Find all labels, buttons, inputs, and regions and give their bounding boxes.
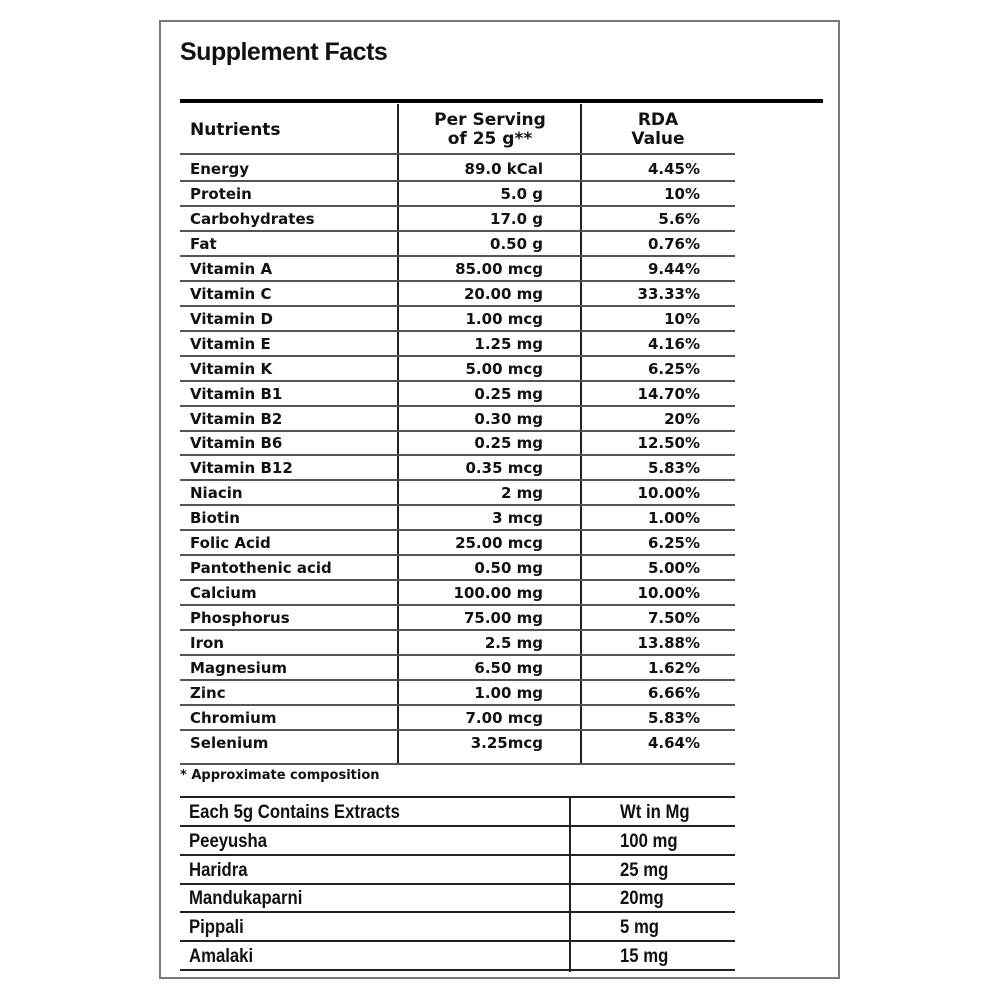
nutrient-name: Vitamin D xyxy=(190,309,273,328)
nutrient-serving: 25.00 mcg xyxy=(455,534,543,553)
table-row xyxy=(180,157,735,182)
nutrient-name: Vitamin A xyxy=(190,259,273,278)
nutrient-name: Vitamin B6 xyxy=(190,434,283,453)
nutrient-rda: 4.45% xyxy=(647,160,700,178)
nutrient-name: Vitamin E xyxy=(190,334,271,353)
extract-row-rule xyxy=(180,911,735,913)
extracts-header-name: Each 5g Contains Extracts xyxy=(189,802,400,823)
table-row xyxy=(180,182,735,207)
extract-name: Mandukaparni xyxy=(189,888,303,910)
header-rda-line1: RDA xyxy=(637,110,679,130)
extract-row-rule xyxy=(180,883,735,885)
nutrient-serving: 0.50 mg xyxy=(474,559,543,578)
header-per-serving xyxy=(400,111,580,149)
nutrient-name: Carbohydrates xyxy=(190,209,315,228)
nutrient-serving: 2 mg xyxy=(500,484,543,503)
nutrient-rda: 5.83% xyxy=(647,708,700,727)
nutrient-rda: 5.6% xyxy=(658,209,700,228)
extract-wt: 20mg xyxy=(620,888,664,910)
extract-wt: 15 mg xyxy=(620,945,669,967)
nutrient-name: Magnesium xyxy=(190,659,288,677)
nutrient-rda: 7.50% xyxy=(647,609,700,628)
nutrient-rda: 5.00% xyxy=(647,559,700,578)
nutrient-name: Vitamin B12 xyxy=(190,459,293,478)
nutrient-name: Fat xyxy=(190,234,217,253)
nutrient-rda: 1.62% xyxy=(647,659,700,677)
nutrient-rda: 4.16% xyxy=(647,334,700,353)
table-row xyxy=(180,207,735,232)
nutrient-name: Zinc xyxy=(190,683,226,702)
nutrient-rda: 9.44% xyxy=(647,259,700,278)
table-row xyxy=(180,382,735,407)
table-row xyxy=(180,606,735,631)
nutrient-serving: 20.00 mg xyxy=(463,284,543,303)
nutrient-rda: 12.50% xyxy=(637,434,700,453)
nutrient-serving: 0.35 mcg xyxy=(465,459,543,478)
extract-row xyxy=(180,943,735,971)
nutrient-name: Chromium xyxy=(190,708,277,727)
extract-wt: 100 mg xyxy=(620,831,678,852)
table-row xyxy=(180,232,735,257)
nutrient-serving: 1.00 mcg xyxy=(465,309,543,328)
nutrient-serving: 3 mcg xyxy=(492,509,543,528)
table-row xyxy=(180,706,735,731)
footnote: * Approximate composition xyxy=(180,768,380,783)
nutrient-serving: 17.0 g xyxy=(490,209,543,228)
nutrient-rda: 5.83% xyxy=(647,459,700,478)
nutrient-name: Vitamin B1 xyxy=(190,384,283,403)
table-row xyxy=(180,307,735,332)
nutrient-name: Pantothenic acid xyxy=(190,559,332,578)
nutrient-rda: 13.88% xyxy=(637,634,700,653)
nutrient-rda: 4.64% xyxy=(647,733,700,752)
extract-row-rule xyxy=(180,854,735,856)
nutrient-serving: 0.50 g xyxy=(490,234,543,253)
nutrient-rda: 33.33% xyxy=(637,284,700,303)
nutrient-name: Vitamin K xyxy=(190,359,273,378)
extract-name: Amalaki xyxy=(189,945,254,967)
table-row xyxy=(180,531,735,556)
nutrient-rda: 20% xyxy=(664,409,700,428)
nutrient-name: Vitamin B2 xyxy=(190,409,283,428)
nutrient-serving: 89.0 kCal xyxy=(464,160,543,178)
nutrient-name: Energy xyxy=(190,160,250,178)
extracts-header-wt: Wt in Mg xyxy=(620,802,690,823)
table-row xyxy=(180,257,735,282)
nutrient-name: Calcium xyxy=(190,584,257,603)
nutrient-name: Vitamin C xyxy=(190,284,272,303)
table-row xyxy=(180,506,735,531)
header-rda-line2: Value xyxy=(631,129,685,149)
table-row xyxy=(180,332,735,357)
nutrient-serving: 5.00 mcg xyxy=(465,359,543,378)
nutrient-serving: 100.00 mg xyxy=(453,584,543,603)
header-nutrients: Nutrients xyxy=(190,120,281,140)
table-row xyxy=(180,481,735,506)
extract-wt: 5 mg xyxy=(620,917,660,939)
extract-row xyxy=(180,914,735,942)
table-row xyxy=(180,631,735,656)
nutrient-rda: 6.25% xyxy=(647,359,700,378)
nutrient-rda: 10.00% xyxy=(637,584,700,603)
nutrient-serving: 0.25 mg xyxy=(474,384,543,403)
table-row xyxy=(180,556,735,581)
table-row xyxy=(180,731,735,756)
extract-row xyxy=(180,857,735,885)
table-row xyxy=(180,456,735,481)
table-row xyxy=(180,656,735,681)
table-row xyxy=(180,431,735,456)
extract-row-rule xyxy=(180,940,735,942)
table-row xyxy=(180,407,735,432)
nutrient-serving: 1.25 mg xyxy=(474,334,543,353)
nutrient-serving: 85.00 mcg xyxy=(455,259,543,278)
extracts-top-rule xyxy=(180,796,735,798)
table-row xyxy=(180,282,735,307)
nutrient-serving: 75.00 mg xyxy=(463,609,543,628)
nutrient-name: Niacin xyxy=(190,484,243,503)
nutrient-serving: 2.5 mg xyxy=(484,634,543,653)
header-rule xyxy=(180,153,735,155)
extracts-header-row xyxy=(180,799,735,827)
nutrient-rda: 10.00% xyxy=(637,484,700,503)
extract-name: Haridra xyxy=(189,859,248,881)
header-per-serving-line2: of 25 g** xyxy=(447,129,533,149)
table-bottom-rule xyxy=(180,763,735,765)
title-rule xyxy=(180,99,823,103)
table-row xyxy=(180,681,735,706)
table-row xyxy=(180,357,735,382)
nutrient-serving: 3.25mcg xyxy=(470,733,543,752)
nutrient-rda: 6.25% xyxy=(647,534,700,553)
extract-name: Pippali xyxy=(189,917,244,939)
nutrient-serving: 0.25 mg xyxy=(474,434,543,453)
extract-row xyxy=(180,885,735,913)
extract-row xyxy=(180,828,735,856)
table-row xyxy=(180,581,735,606)
nutrient-name: Iron xyxy=(190,634,224,653)
nutrient-serving: 6.50 mg xyxy=(474,659,543,677)
nutrient-rda: 10% xyxy=(664,309,700,328)
nutrient-serving: 0.30 mg xyxy=(474,409,543,428)
page-title: Supplement Facts xyxy=(180,38,388,66)
nutrient-name: Protein xyxy=(190,184,252,203)
nutrient-name: Biotin xyxy=(190,509,240,528)
extract-row-rule xyxy=(180,969,735,971)
nutrient-name: Phosphorus xyxy=(190,609,290,628)
header-rda xyxy=(583,111,733,149)
extracts-header-rule xyxy=(180,825,735,827)
extract-name: Peeyusha xyxy=(189,831,268,852)
nutrient-rda: 1.00% xyxy=(647,509,700,528)
nutrient-rda: 0.76% xyxy=(647,234,700,253)
nutrient-rda: 6.66% xyxy=(647,683,700,702)
nutrient-rda: 10% xyxy=(664,184,700,203)
header-per-serving-line1: Per Serving xyxy=(434,110,546,130)
extract-wt: 25 mg xyxy=(620,859,669,881)
nutrient-name: Selenium xyxy=(190,733,269,752)
nutrient-serving: 5.0 g xyxy=(500,184,543,203)
nutrient-serving: 7.00 mcg xyxy=(465,708,543,727)
nutrient-name: Folic Acid xyxy=(190,534,271,553)
nutrient-serving: 1.00 mg xyxy=(474,683,543,702)
nutrient-rda: 14.70% xyxy=(637,384,700,403)
